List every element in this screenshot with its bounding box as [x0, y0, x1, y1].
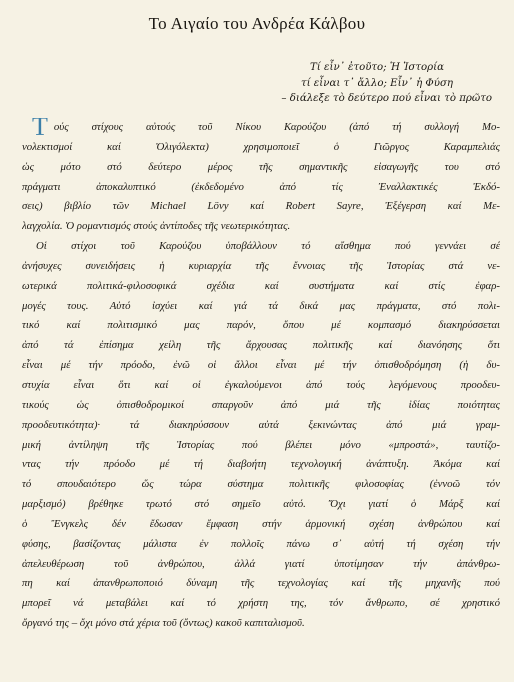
body-line: ἀπελευθέρωση τοῦ ἀνθρώπου, ἀλλά γιατί ὑποτίμησαν τήν ἀπάνθρω-: [22, 557, 500, 570]
body-line-text: ούς στίχους αὐτούς τοῦ Νίκου Καρούζου (ἀπό τή συλλογή Μο-: [53, 121, 500, 133]
body-line: μογές τους. Αὐτό ἰσχύει καί γιά τά δικά μας πράγματα, στό πολι-: [22, 299, 500, 312]
body-line: σεις) βιβλίο τῶν Michael Lövy καί Robert Sayre, Ἐξέγερση καί Με-: [22, 200, 500, 213]
epigraph-line: Τί εἶν᾽ ἐτοῦτο; Ἡ Ἱστορία: [309, 62, 445, 73]
body-line: ὁ Ἔνγκελς δέν ἔδωσαν ἔμφαση στήν ἁρμονική σχέση ἀνθρώπου καί: [22, 517, 500, 530]
body-line: ντας τήν πρόοδο μέ τή διαβοήτη τεχνολογική ἀνάπτυξη. Ἀκόμα καί: [22, 458, 500, 471]
body-line: ὡς μότο στό δεύτερο μέρος τῆς σημαντικῆς εἰσαγωγῆς του στό: [22, 160, 500, 173]
body-line: νολεκτισμοί καί Ὀλιγόλεκτα) χρησιμοποιεῖ ὁ Γιῶργος Καραμπελιάς: [22, 140, 500, 153]
epigraph-line: τί εἶναι τ᾽ ἄλλο; Εἶν᾽ ἡ Φύση: [300, 77, 454, 89]
body-line: ὄργανό της – ὄχι μόνο στά χέρια τοῦ (ὄντως) κακοῦ καπιταλισμοῦ.: [22, 617, 305, 630]
epigraph-line: – διάλεξε τὸ δεύτερο πού εἶναι τὸ πρῶτο: [281, 93, 492, 104]
article-title: Το Αιγαίο του Ανδρέα Κάλβου: [148, 14, 366, 33]
body-line: φύσης, βασίζοντας μάλιστα ἐν πολλοῖς πάνω σ᾽ αὐτή τή σχέση τήν: [22, 537, 500, 550]
drop-cap: Τ: [32, 118, 48, 138]
body-line: τικό καί πολιτισμικό μας παρόν, ὅπου μέ κομπασμό διακηρύσσεται: [22, 319, 500, 332]
body-line: προοδευτικότητα)· τά διακηρύσσουν αὐτά ξεκινώντας ἀπό μιά γραμ-: [22, 418, 500, 431]
body-line: μική ἀντίληψη τῆς Ἱστορίας πού βλέπει μόνο «μπροστά», ταυτίζο-: [22, 438, 500, 451]
body-line: ἀνήσυχες συνειδήσεις ἡ κυριαρχία τῆς ἔννοιας τῆς Ἱστορίας στά νε-: [22, 259, 500, 272]
article-body: [22, 118, 500, 634]
body-line: ἀπό τά ἐπίσημα χείλη τῆς ἄρχουσας πολιτικῆς καί διανόησης ὅτι: [22, 339, 500, 352]
body-line: τικούς ὡς ὀπισθοδρομικοί σπαργοῦν ἀπό μιά τῆς ἰδίας ποιότητας: [22, 398, 500, 411]
body-line: Οἱ στίχοι τοῦ Καρούζου ὑποβάλλουν τό αἴσθημα πού γεννάει σέ: [36, 240, 500, 253]
epigraph: [262, 60, 492, 107]
body-line: μαρξισμό) βρέθηκε τρωτό στό σημεῖο αὐτό. Ὄχι γιατί ὁ Μάρξ καί: [22, 498, 500, 511]
body-line: μπορεῖ νά μεταβάλει καί τό χρήστη της, τόν ἄνθρωπο, σέ χρηστικό: [22, 597, 500, 610]
body-line: στυχία εἶναι ὅτι καί οἱ ἐγκαλούμενοι ἀπό τούς λεγόμενους προοδευ-: [22, 378, 500, 391]
body-line: εἶναι μέ τήν πρόοδο, ἐνῶ οἱ ἄλλοι εἶναι μέ τήν ὀπισθοδρόμηση (ἡ δυ-: [22, 359, 500, 372]
body-line: πράγματι ἀποκαλυπτικό (ἐκδεδομένο ἀπό τίς Ἐναλλακτικές Ἐκδό-: [22, 180, 500, 193]
body-line: ωτερικά πολιτικά-φιλοσοφικά σχέδια καί συστήματα καί στίς ἐφαρ-: [22, 279, 500, 292]
body-line: λαγχολία. Ὁ ρομαντισμός στούς ἀντίποδες τῆς νεωτερικότητας.: [22, 220, 291, 233]
body-line: [22, 118, 500, 138]
body-line: τό σπουδαιότερο ὥς τώρα σύστημα πολιτικῆς φιλοσοφίας (ἐννοῶ τόν: [22, 478, 500, 491]
body-line: πη καί ἀπανθρωποποιό δύναμη τῆς τεχνολογίας καί τῆς μηχανῆς πού: [22, 577, 500, 590]
